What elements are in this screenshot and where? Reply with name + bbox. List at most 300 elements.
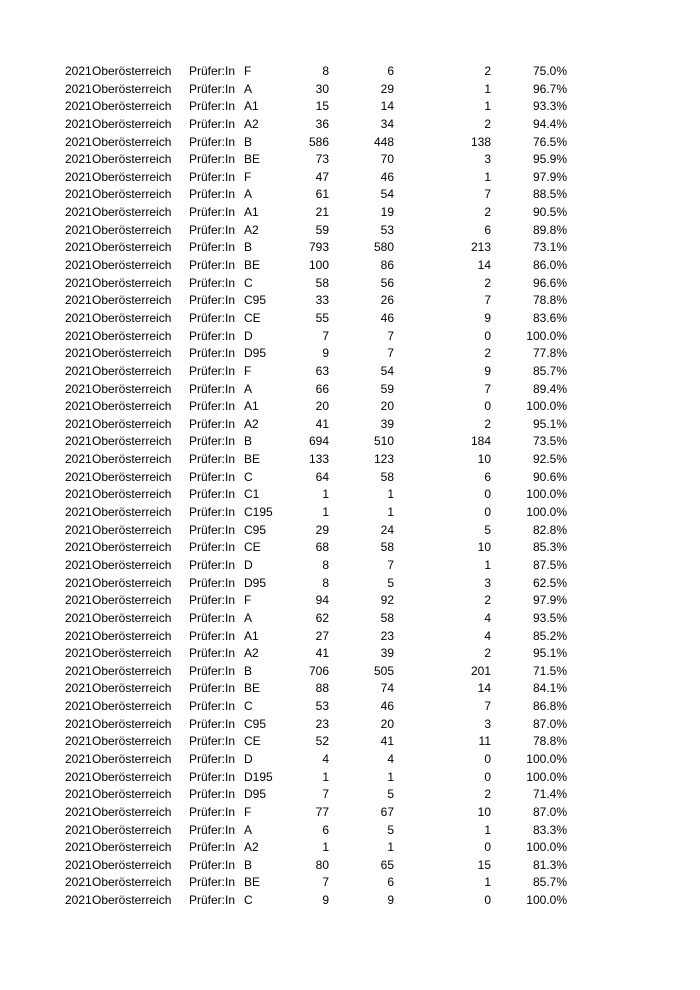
region-cell: Oberösterreich <box>92 769 172 784</box>
pass-rate-cell: 77.8% <box>532 346 567 361</box>
role-cell: Prüfer:In <box>189 81 236 96</box>
total-count-cell: 8 <box>322 64 329 78</box>
role-cell: Prüfer:In <box>189 346 236 361</box>
passed-count-cell: 1 <box>387 505 394 520</box>
total-count-cell: 1 <box>322 840 329 855</box>
passed-count-cell: 5 <box>387 575 394 590</box>
license-class-cell: F <box>244 363 252 378</box>
failed-count-cell: 0 <box>484 399 491 414</box>
role-cell: Prüfer:In <box>189 99 236 114</box>
table-row <box>0 363 700 381</box>
data-sheet <box>0 63 700 910</box>
license-class-cell: B <box>244 434 253 449</box>
table-row <box>0 116 700 134</box>
passed-count-cell: 26 <box>380 293 394 308</box>
failed-count-cell: 4 <box>484 610 491 625</box>
failed-count-cell: 1 <box>484 875 491 890</box>
total-count-cell: 30 <box>315 81 329 96</box>
year-cell: 2021 <box>65 840 92 855</box>
total-count-cell: 52 <box>315 734 329 749</box>
total-count-cell: 36 <box>315 116 329 131</box>
passed-count-cell: 92 <box>380 593 394 608</box>
pass-rate-cell: 73.1% <box>532 240 567 255</box>
table-row <box>0 504 700 522</box>
total-count-cell: 21 <box>315 205 329 220</box>
failed-count-cell: 2 <box>484 593 491 608</box>
license-class-cell: B <box>244 134 253 149</box>
region-cell: Oberösterreich <box>92 399 172 414</box>
role-cell: Prüfer:In <box>189 469 236 484</box>
year-cell: 2021 <box>65 787 92 802</box>
pass-rate-cell: 83.6% <box>532 310 567 325</box>
pass-rate-cell: 78.8% <box>532 293 567 308</box>
table-row <box>0 222 700 240</box>
table-row <box>0 169 700 187</box>
license-class-cell: D195 <box>244 769 273 784</box>
failed-count-cell: 138 <box>470 134 491 149</box>
passed-count-cell: 54 <box>380 187 394 202</box>
year-cell: 2021 <box>65 258 92 273</box>
region-cell: Oberösterreich <box>92 505 172 520</box>
license-class-cell: A2 <box>244 222 259 237</box>
pass-rate-cell: 73.5% <box>532 434 567 449</box>
pass-rate-cell: 94.4% <box>532 116 567 131</box>
role-cell: Prüfer:In <box>189 628 236 643</box>
pass-rate-cell: 85.7% <box>532 875 567 890</box>
table-row <box>0 769 700 787</box>
region-cell: Oberösterreich <box>92 328 172 343</box>
passed-count-cell: 7 <box>387 328 394 343</box>
passed-count-cell: 58 <box>380 610 394 625</box>
license-class-cell: A1 <box>244 399 259 414</box>
year-cell: 2021 <box>65 699 92 714</box>
table-row <box>0 628 700 646</box>
role-cell: Prüfer:In <box>189 787 236 802</box>
role-cell: Prüfer:In <box>189 487 236 502</box>
total-count-cell: 793 <box>308 240 329 255</box>
license-class-cell: D95 <box>244 575 267 590</box>
failed-count-cell: 9 <box>484 310 491 325</box>
passed-count-cell: 7 <box>387 557 394 572</box>
year-cell: 2021 <box>65 434 92 449</box>
pass-rate-cell: 95.1% <box>532 416 567 431</box>
region-cell: Oberösterreich <box>92 610 172 625</box>
table-row <box>0 486 700 504</box>
passed-count-cell: 24 <box>380 522 394 537</box>
failed-count-cell: 7 <box>484 699 491 714</box>
year-cell: 2021 <box>65 64 92 78</box>
pass-rate-cell: 71.5% <box>532 663 567 678</box>
license-class-cell: D <box>244 751 253 766</box>
passed-count-cell: 6 <box>387 875 394 890</box>
year-cell: 2021 <box>65 152 92 167</box>
license-class-cell: A <box>244 81 253 96</box>
failed-count-cell: 3 <box>484 575 491 590</box>
total-count-cell: 1 <box>322 769 329 784</box>
passed-count-cell: 70 <box>380 152 394 167</box>
total-count-cell: 88 <box>315 681 329 696</box>
total-count-cell: 4 <box>322 751 329 766</box>
region-cell: Oberösterreich <box>92 522 172 537</box>
role-cell: Prüfer:In <box>189 822 236 837</box>
total-count-cell: 55 <box>315 310 329 325</box>
total-count-cell: 73 <box>315 152 329 167</box>
total-count-cell: 7 <box>322 875 329 890</box>
table-row <box>0 680 700 698</box>
role-cell: Prüfer:In <box>189 663 236 678</box>
passed-count-cell: 5 <box>387 787 394 802</box>
table-row <box>0 151 700 169</box>
failed-count-cell: 0 <box>484 769 491 784</box>
failed-count-cell: 4 <box>484 628 491 643</box>
region-cell: Oberösterreich <box>92 646 172 661</box>
region-cell: Oberösterreich <box>92 99 172 114</box>
year-cell: 2021 <box>65 381 92 396</box>
table-row <box>0 822 700 840</box>
table-row <box>0 592 700 610</box>
region-cell: Oberösterreich <box>92 787 172 802</box>
total-count-cell: 1 <box>322 505 329 520</box>
region-cell: Oberösterreich <box>92 751 172 766</box>
table-row <box>0 716 700 734</box>
total-count-cell: 27 <box>315 628 329 643</box>
table-row <box>0 874 700 892</box>
table-row <box>0 275 700 293</box>
total-count-cell: 23 <box>315 716 329 731</box>
year-cell: 2021 <box>65 593 92 608</box>
year-cell: 2021 <box>65 575 92 590</box>
license-class-cell: D <box>244 557 253 572</box>
failed-count-cell: 3 <box>484 152 491 167</box>
year-cell: 2021 <box>65 557 92 572</box>
passed-count-cell: 5 <box>387 822 394 837</box>
table-row <box>0 645 700 663</box>
license-class-cell: A2 <box>244 840 259 855</box>
total-count-cell: 77 <box>315 804 329 819</box>
failed-count-cell: 7 <box>484 187 491 202</box>
year-cell: 2021 <box>65 505 92 520</box>
passed-count-cell: 580 <box>373 240 394 255</box>
failed-count-cell: 1 <box>484 169 491 184</box>
total-count-cell: 29 <box>315 522 329 537</box>
license-class-cell: BE <box>244 875 261 890</box>
pass-rate-cell: 90.6% <box>532 469 567 484</box>
year-cell: 2021 <box>65 540 92 555</box>
license-class-cell: F <box>244 64 252 78</box>
passed-count-cell: 23 <box>380 628 394 643</box>
pass-rate-cell: 85.3% <box>532 540 567 555</box>
pass-rate-cell: 100.0% <box>526 751 567 766</box>
failed-count-cell: 6 <box>484 469 491 484</box>
table-row <box>0 575 700 593</box>
year-cell: 2021 <box>65 822 92 837</box>
license-class-cell: C195 <box>244 505 273 520</box>
pass-rate-cell: 78.8% <box>532 734 567 749</box>
year-cell: 2021 <box>65 399 92 414</box>
role-cell: Prüfer:In <box>189 416 236 431</box>
table-row <box>0 522 700 540</box>
region-cell: Oberösterreich <box>92 875 172 890</box>
table-row <box>0 804 700 822</box>
role-cell: Prüfer:In <box>189 593 236 608</box>
role-cell: Prüfer:In <box>189 840 236 855</box>
passed-count-cell: 20 <box>380 716 394 731</box>
passed-count-cell: 67 <box>380 804 394 819</box>
passed-count-cell: 34 <box>380 116 394 131</box>
license-class-cell: A2 <box>244 416 259 431</box>
table-row <box>0 663 700 681</box>
table-row <box>0 892 700 910</box>
passed-count-cell: 46 <box>380 169 394 184</box>
region-cell: Oberösterreich <box>92 893 172 908</box>
role-cell: Prüfer:In <box>189 716 236 731</box>
passed-count-cell: 39 <box>380 416 394 431</box>
license-class-cell: BE <box>244 152 261 167</box>
failed-count-cell: 213 <box>470 240 491 255</box>
passed-count-cell: 74 <box>380 681 394 696</box>
license-class-cell: F <box>244 804 252 819</box>
region-cell: Oberösterreich <box>92 187 172 202</box>
license-class-cell: C <box>244 469 253 484</box>
passed-count-cell: 65 <box>380 857 394 872</box>
total-count-cell: 94 <box>315 593 329 608</box>
year-cell: 2021 <box>65 240 92 255</box>
passed-count-cell: 4 <box>387 751 394 766</box>
pass-rate-cell: 100.0% <box>526 399 567 414</box>
table-row <box>0 292 700 310</box>
failed-count-cell: 2 <box>484 646 491 661</box>
role-cell: Prüfer:In <box>189 310 236 325</box>
region-cell: Oberösterreich <box>92 452 172 467</box>
role-cell: Prüfer:In <box>189 434 236 449</box>
passed-count-cell: 53 <box>380 222 394 237</box>
table-row <box>0 398 700 416</box>
total-count-cell: 41 <box>315 646 329 661</box>
year-cell: 2021 <box>65 346 92 361</box>
table-row <box>0 751 700 769</box>
table-row <box>0 539 700 557</box>
table-row <box>0 857 700 875</box>
table-row <box>0 98 700 116</box>
failed-count-cell: 5 <box>484 522 491 537</box>
total-count-cell: 63 <box>315 363 329 378</box>
license-class-cell: C95 <box>244 522 267 537</box>
passed-count-cell: 1 <box>387 840 394 855</box>
year-cell: 2021 <box>65 222 92 237</box>
year-cell: 2021 <box>65 328 92 343</box>
license-class-cell: A2 <box>244 116 259 131</box>
role-cell: Prüfer:In <box>189 522 236 537</box>
license-class-cell: CE <box>244 734 261 749</box>
total-count-cell: 61 <box>315 187 329 202</box>
total-count-cell: 20 <box>315 399 329 414</box>
license-class-cell: B <box>244 663 253 678</box>
year-cell: 2021 <box>65 469 92 484</box>
license-class-cell: B <box>244 857 253 872</box>
total-count-cell: 706 <box>308 663 329 678</box>
region-cell: Oberösterreich <box>92 205 172 220</box>
year-cell: 2021 <box>65 610 92 625</box>
passed-count-cell: 58 <box>380 540 394 555</box>
pass-rate-cell: 85.2% <box>532 628 567 643</box>
failed-count-cell: 7 <box>484 293 491 308</box>
license-class-cell: A2 <box>244 646 259 661</box>
year-cell: 2021 <box>65 663 92 678</box>
failed-count-cell: 7 <box>484 381 491 396</box>
failed-count-cell: 15 <box>477 857 491 872</box>
role-cell: Prüfer:In <box>189 381 236 396</box>
pass-rate-cell: 87.0% <box>532 804 567 819</box>
table-row <box>0 310 700 328</box>
total-count-cell: 7 <box>322 328 329 343</box>
passed-count-cell: 14 <box>380 99 394 114</box>
failed-count-cell: 10 <box>477 540 491 555</box>
role-cell: Prüfer:In <box>189 804 236 819</box>
license-class-cell: D95 <box>244 346 267 361</box>
failed-count-cell: 2 <box>484 346 491 361</box>
table-row <box>0 81 700 99</box>
region-cell: Oberösterreich <box>92 381 172 396</box>
region-cell: Oberösterreich <box>92 116 172 131</box>
table-row <box>0 239 700 257</box>
pass-rate-cell: 90.5% <box>532 205 567 220</box>
passed-count-cell: 46 <box>380 310 394 325</box>
passed-count-cell: 29 <box>380 81 394 96</box>
table-row <box>0 839 700 857</box>
region-cell: Oberösterreich <box>92 134 172 149</box>
license-class-cell: A <box>244 187 253 202</box>
region-cell: Oberösterreich <box>92 169 172 184</box>
role-cell: Prüfer:In <box>189 681 236 696</box>
passed-count-cell: 20 <box>380 399 394 414</box>
region-cell: Oberösterreich <box>92 258 172 273</box>
pass-rate-cell: 84.1% <box>532 681 567 696</box>
region-cell: Oberösterreich <box>92 310 172 325</box>
year-cell: 2021 <box>65 416 92 431</box>
passed-count-cell: 1 <box>387 769 394 784</box>
passed-count-cell: 56 <box>380 275 394 290</box>
year-cell: 2021 <box>65 769 92 784</box>
failed-count-cell: 6 <box>484 222 491 237</box>
region-cell: Oberösterreich <box>92 628 172 643</box>
region-cell: Oberösterreich <box>92 293 172 308</box>
license-class-cell: A1 <box>244 628 259 643</box>
pass-rate-cell: 76.5% <box>532 134 567 149</box>
table-row <box>0 134 700 152</box>
role-cell: Prüfer:In <box>189 399 236 414</box>
total-count-cell: 9 <box>322 893 329 908</box>
passed-count-cell: 1 <box>387 487 394 502</box>
table-row <box>0 328 700 346</box>
role-cell: Prüfer:In <box>189 152 236 167</box>
failed-count-cell: 0 <box>484 751 491 766</box>
pass-rate-cell: 95.1% <box>532 646 567 661</box>
failed-count-cell: 2 <box>484 787 491 802</box>
region-cell: Oberösterreich <box>92 663 172 678</box>
failed-count-cell: 11 <box>478 734 491 749</box>
region-cell: Oberösterreich <box>92 469 172 484</box>
passed-count-cell: 58 <box>380 469 394 484</box>
role-cell: Prüfer:In <box>189 187 236 202</box>
passed-count-cell: 19 <box>380 205 394 220</box>
failed-count-cell: 9 <box>484 363 491 378</box>
license-class-cell: BE <box>244 258 261 273</box>
failed-count-cell: 2 <box>484 205 491 220</box>
year-cell: 2021 <box>65 275 92 290</box>
pass-rate-cell: 87.0% <box>532 716 567 731</box>
failed-count-cell: 0 <box>484 487 491 502</box>
license-class-cell: C <box>244 893 253 908</box>
role-cell: Prüfer:In <box>189 452 236 467</box>
year-cell: 2021 <box>65 716 92 731</box>
failed-count-cell: 10 <box>477 804 491 819</box>
license-class-cell: A <box>244 381 253 396</box>
total-count-cell: 33 <box>315 293 329 308</box>
total-count-cell: 58 <box>315 275 329 290</box>
total-count-cell: 6 <box>322 822 329 837</box>
passed-count-cell: 59 <box>380 381 394 396</box>
pass-rate-cell: 100.0% <box>526 505 567 520</box>
license-class-cell: C <box>244 275 253 290</box>
failed-count-cell: 2 <box>484 116 491 131</box>
pass-rate-cell: 93.3% <box>532 99 567 114</box>
failed-count-cell: 0 <box>484 505 491 520</box>
passed-count-cell: 46 <box>380 699 394 714</box>
region-cell: Oberösterreich <box>92 363 172 378</box>
table-row <box>0 698 700 716</box>
role-cell: Prüfer:In <box>189 293 236 308</box>
role-cell: Prüfer:In <box>189 258 236 273</box>
role-cell: Prüfer:In <box>189 557 236 572</box>
passed-count-cell: 41 <box>380 734 394 749</box>
year-cell: 2021 <box>65 205 92 220</box>
license-class-cell: CE <box>244 310 261 325</box>
failed-count-cell: 14 <box>477 681 491 696</box>
pass-rate-cell: 62.5% <box>532 575 567 590</box>
pass-rate-cell: 83.3% <box>532 822 567 837</box>
total-count-cell: 9 <box>322 346 329 361</box>
failed-count-cell: 2 <box>484 64 491 78</box>
passed-count-cell: 510 <box>373 434 394 449</box>
role-cell: Prüfer:In <box>189 116 236 131</box>
license-class-cell: F <box>244 169 252 184</box>
region-cell: Oberösterreich <box>92 699 172 714</box>
pass-rate-cell: 86.8% <box>532 699 567 714</box>
passed-count-cell: 39 <box>380 646 394 661</box>
region-cell: Oberösterreich <box>92 64 172 78</box>
table-row <box>0 733 700 751</box>
pass-rate-cell: 100.0% <box>526 893 567 908</box>
pass-rate-cell: 97.9% <box>532 593 567 608</box>
role-cell: Prüfer:In <box>189 363 236 378</box>
pass-rate-cell: 96.7% <box>532 81 567 96</box>
region-cell: Oberösterreich <box>92 487 172 502</box>
total-count-cell: 15 <box>315 99 329 114</box>
total-count-cell: 66 <box>315 381 329 396</box>
table-row <box>0 345 700 363</box>
year-cell: 2021 <box>65 522 92 537</box>
total-count-cell: 53 <box>315 699 329 714</box>
license-class-cell: BE <box>244 452 261 467</box>
region-cell: Oberösterreich <box>92 152 172 167</box>
region-cell: Oberösterreich <box>92 857 172 872</box>
year-cell: 2021 <box>65 751 92 766</box>
license-class-cell: A1 <box>244 99 259 114</box>
pass-rate-cell: 85.7% <box>532 363 567 378</box>
pass-rate-cell: 92.5% <box>532 452 567 467</box>
total-count-cell: 8 <box>322 575 329 590</box>
role-cell: Prüfer:In <box>189 169 236 184</box>
